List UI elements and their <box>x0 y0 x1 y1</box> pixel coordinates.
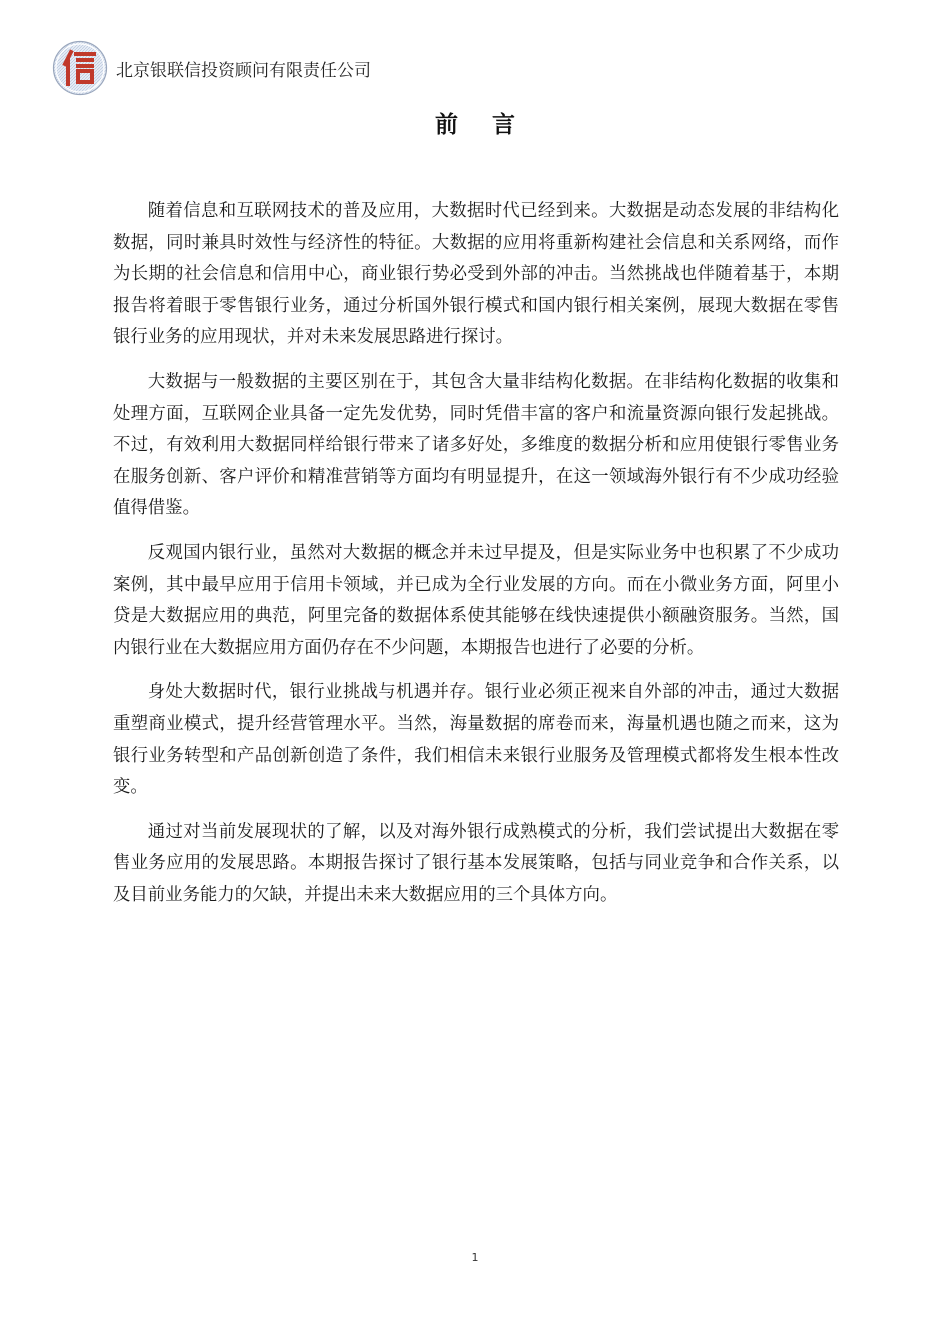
preface-body <box>113 196 839 924</box>
paragraph: 通过对当前发展现状的了解，以及对海外银行成熟模式的分析，我们尝试提出大数据在零售业务应用的发展思路。本期报告探讨了银行基本发展策略，包括与同业竞争和合作关系，以及目前业务能力的欠缺，并提出未来大数据应用的三个具体方向。 <box>113 821 839 905</box>
paragraph: 大数据与一般数据的主要区别在于，其包含大量非结构化数据。在非结构化数据的收集和处理方面，互联网企业具备一定先发优势，同时凭借丰富的客户和流量资源向银行发起挑战。不过，有效利用大数据同样给银行带来了诸多好处，多维度的数据分析和应用使银行零售业务在服务创新、客户评价和精准营销等方面均有明显提升，在这一领域海外银行有不少成功经验值得借鉴。 <box>113 371 839 519</box>
company-name: 北京银联信投资顾问有限责任公司 <box>116 60 371 81</box>
paragraph: 身处大数据时代，银行业挑战与机遇并存。银行业必须正视来自外部的冲击，通过大数据重塑商业模式，提升经营管理水平。当然，海量数据的席卷而来，海量机遇也随之而来，这为银行业务转型和产品创新创造了条件，我们相信未来银行业服务及管理模式都将发生根本性改变。 <box>113 682 839 798</box>
page-header <box>52 38 371 98</box>
paragraph: 反观国内银行业，虽然对大数据的概念并未过早提及，但是实际业务中也积累了不少成功案例，其中最早应用于信用卡领域，并已成为全行业发展的方向。而在小微业务方面，阿里小贷是大数据应用的典范，阿里完备的数据体系使其能够在线快速提供小额融资服务。当然，国内银行业在大数据应用方面仍存在不少问题，本期报告也进行了必要的分析。 <box>113 542 839 658</box>
paragraph: 随着信息和互联网技术的普及应用，大数据时代已经到来。大数据是动态发展的非结构化数据，同时兼具时效性与经济性的特征。大数据的应用将重新构建社会信息和关系网络，而作为长期的社会信息和信用中心，商业银行势必受到外部的冲击。当然挑战也伴随着基于，本期报告将着眼于零售银行业务，通过分析国外银行模式和国内银行相关案例，展现大数据在零售银行业务的应用现状，并对未来发展思路进行探讨。 <box>113 201 839 348</box>
page-title: 前言 <box>435 112 549 138</box>
page-number: 1 <box>471 1251 479 1264</box>
xin-seal-logo-icon <box>52 40 108 96</box>
